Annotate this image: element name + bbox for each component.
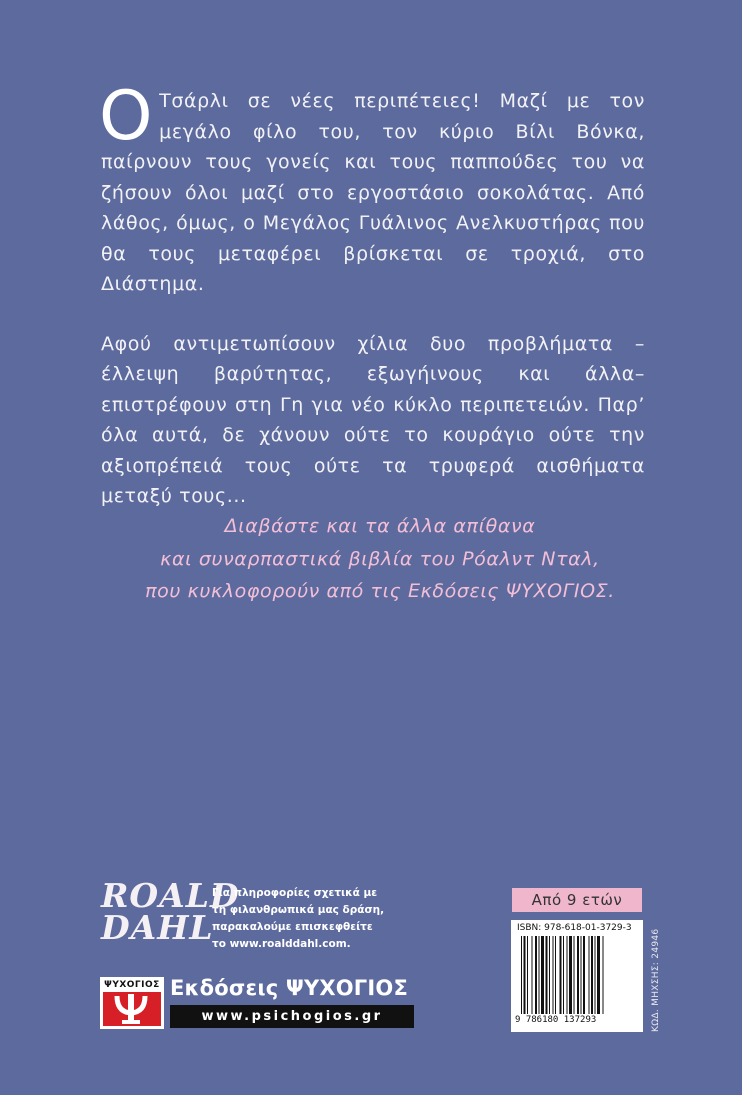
charity-line-4 (212, 936, 432, 953)
barcode (511, 920, 643, 1032)
code-number: ΚΩΔ. ΜΗΧΣΗΣ: 24946 (651, 928, 661, 1032)
book-blurb (99, 77, 645, 541)
roald-dahl-logo-line-1: ROALD (101, 876, 240, 915)
age-badge: Από 9 ετών (512, 888, 642, 912)
promo-text (120, 510, 640, 608)
blurb-paragraph-2: Αφού αντιμετωπίσουν χίλια δυο προβλήματα –έλλειψη βαρύτητας, εξωγήινους και άλλα– επιστρέφουν στη Γη για νέο κύκλο περιπετειών. Παρ’ όλα αυτά, δε χάνουν ούτε το κουράγιο ούτε την αξιοπρέπειά τους ούτε τα τρυφερά αισθήματα μεταξύ τους... (101, 332, 645, 507)
promo-line-2: και συναρπαστικά βιβλία του Ρόαλντ Νταλ, (160, 547, 600, 570)
psi-symbol-icon (103, 992, 159, 1025)
blurb-paragraph-1 (99, 77, 645, 300)
charity-suffix: . (346, 938, 351, 950)
publisher-url[interactable]: www.psichogios.gr (170, 1005, 414, 1028)
isbn-number: ISBN: 978-618-01-3729-3 (517, 923, 632, 933)
publisher-logo (100, 977, 164, 1029)
blurb-paragraph-1-text: Τσάρλι σε νέες περιπέτειες! Μαζί με τον μεγάλο φίλο του, τον κύριο Βίλι Βόνκα, παίρνουν τους γονείς και τους παππούδες του να ζήσουν όλοι μαζί στο εργοστάσιο σοκολάτας. Από λάθος, όμως, ο Μεγάλος Γυάλινος Ανελκυστήρας που θα τους μεταφέρει βρίσκεται σε τροχιά, στο Διάστημα. (101, 90, 645, 295)
roald-dahl-logo-line-2: DAHL (101, 908, 214, 947)
barcode-bars-icon (521, 936, 635, 1014)
drop-cap: O (99, 77, 154, 156)
charity-url-link[interactable]: www.roalddahl.com (229, 938, 347, 950)
barcode-digits: 9 786180 137293 (515, 1015, 597, 1025)
charity-line-2: τη φιλανθρωπικά μας δράση, (212, 904, 385, 916)
publisher-logo-text: ΨΥΧΟΓΙΟΣ (104, 980, 160, 990)
promo-line-3: που κυκλοφορούν από τις Εκδόσεις ΨΥΧΟΓΙΟΣ. (145, 580, 615, 602)
charity-note (212, 885, 432, 953)
charity-line-1: Για πληροφορίες σχετικά με (212, 887, 378, 899)
charity-prefix: το (212, 938, 230, 950)
promo-line-1: Διαβάστε και τα άλλα απίθανα (224, 515, 536, 537)
psi-logo-icon (103, 992, 161, 1026)
charity-line-3: παρακαλούμε επισκεφθείτε (212, 921, 373, 933)
publisher-name: Εκδόσεις ΨΥΧΟΓΙΟΣ (170, 976, 408, 1000)
